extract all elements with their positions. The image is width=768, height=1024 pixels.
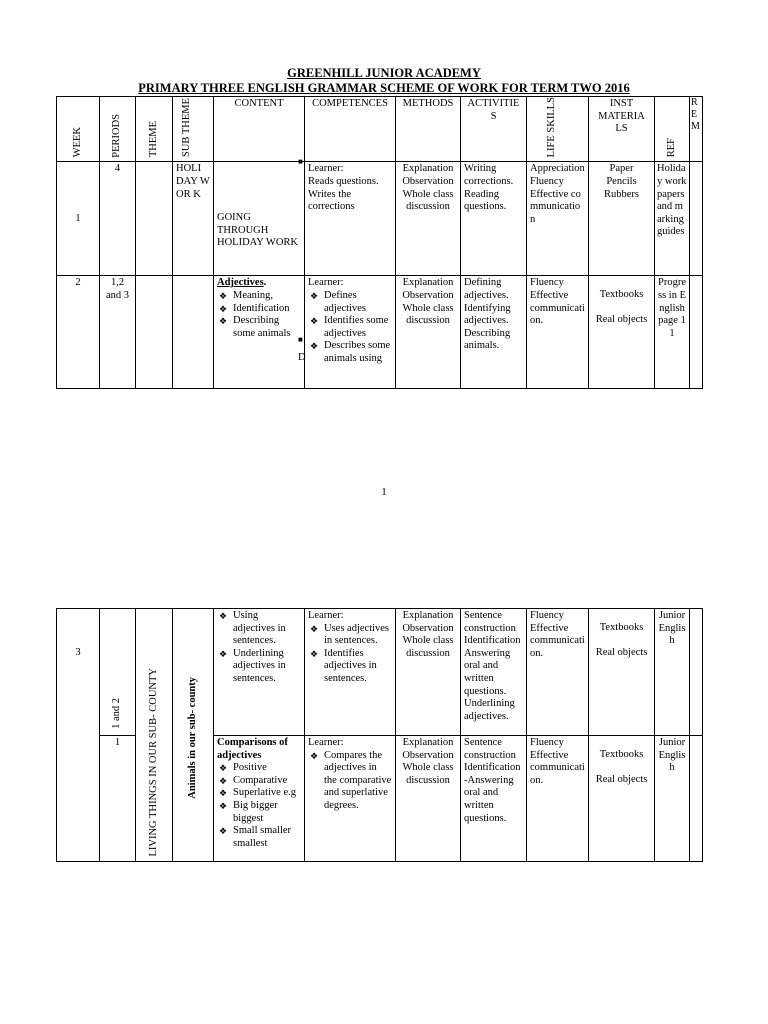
method-line: Whole class discussion	[402, 762, 454, 786]
list-item: ❖ Superlative e.g	[217, 787, 301, 800]
col-sub-theme	[173, 97, 214, 162]
competences-cell	[305, 609, 396, 736]
col-life-skills-label: LIFE SKILLS	[545, 97, 557, 158]
methods-cell	[396, 609, 461, 736]
content-cell	[214, 736, 305, 862]
col-competences: COMPETENCES	[305, 97, 396, 162]
life-skills-cell	[527, 162, 589, 276]
method-line: Observation	[402, 175, 454, 187]
bullet-mark-square: ■	[298, 157, 303, 166]
scheme-table-page-1	[56, 96, 703, 389]
col-ref-label: REF	[665, 138, 677, 158]
method-line: Whole class discussion	[402, 302, 454, 327]
activities-cell	[461, 276, 527, 389]
methods-cell	[396, 162, 461, 276]
content-list	[217, 610, 301, 686]
col-methods: METHODS	[396, 97, 461, 162]
list-item: ❖ Identification	[217, 303, 301, 316]
sub-theme-cell	[173, 276, 214, 389]
scheme-table-page-2	[56, 608, 703, 862]
col-inst-materials: INST MATERIA LS	[589, 97, 655, 162]
content-list	[217, 762, 301, 850]
materials-cell	[589, 276, 655, 389]
col-rem: R E M	[690, 97, 703, 162]
method-line: Whole class discussion	[402, 188, 454, 213]
life-skill-line: Effective communication.	[530, 289, 585, 327]
col-content: CONTENT	[214, 97, 305, 162]
scheme-year: 2016	[604, 81, 630, 95]
method-line: Explanation	[402, 277, 454, 289]
method-line: Observation	[402, 289, 454, 301]
activity-line: Underlining adjectives.	[464, 698, 515, 722]
content-title: Adjectives.	[217, 277, 267, 289]
activity-line: Answering oral and written questions.	[464, 647, 511, 697]
life-skill-line: Fluency	[530, 277, 564, 289]
col-theme-label: THEME	[147, 121, 159, 158]
table-row	[57, 609, 703, 736]
method-line: Explanation	[402, 163, 454, 175]
life-skill-line: Fluency	[530, 610, 564, 621]
competences-cell	[298, 276, 396, 389]
list-item: ❖ Using adjectives in sentences.	[217, 610, 301, 648]
rem-cell	[690, 276, 703, 389]
material-line: Textbooks	[599, 622, 644, 633]
theme-cell	[136, 162, 173, 276]
header-row	[57, 97, 703, 162]
activity-line: Identification	[464, 762, 521, 774]
methods-cell	[396, 736, 461, 862]
theme-cell	[136, 609, 173, 862]
activity-line: Sentence construction	[464, 610, 516, 634]
sub-theme-cell: HOLI DAY WOR K	[173, 162, 214, 276]
methods-cell	[396, 276, 461, 389]
col-week-label: WEEK	[71, 127, 83, 158]
scheme-title	[0, 81, 768, 96]
material-line: Real objects	[595, 773, 648, 785]
competence-lead: Learner:	[308, 737, 344, 748]
life-skill-line: Fluency	[530, 737, 564, 748]
life-skill-line: Effective communication.	[530, 749, 585, 786]
table-row	[57, 162, 703, 276]
materials-cell	[589, 736, 655, 862]
content-cell: GOING THROUGH HOLIDAY WORK	[214, 162, 305, 276]
list-item: ❖ Identifies some adjectives	[308, 315, 392, 340]
list-item: ❖ Small smaller smallest	[217, 825, 301, 850]
periods-span-label: 1 and 2	[111, 698, 123, 729]
list-item: ❖ Underlining adjectives in sentences.	[217, 648, 301, 686]
col-activities: ACTIVITIE S	[461, 97, 527, 162]
material-line: Real objects	[595, 646, 648, 658]
col-life-skills	[527, 97, 589, 162]
col-periods	[100, 97, 136, 162]
content-list	[217, 290, 301, 340]
materials-cell	[589, 609, 655, 736]
list-item: ❖ Describing some animals	[217, 315, 301, 340]
life-skills-cell	[527, 276, 589, 389]
content-cell	[214, 609, 305, 736]
periods-cell: 1,2 and 3	[100, 276, 136, 389]
life-skill-line: Effective communication.	[530, 622, 585, 659]
material-line: Textbooks	[599, 289, 644, 301]
material-line: Textbooks	[599, 749, 644, 760]
activity-line: Identifying adjectives.	[464, 302, 511, 327]
periods-cell: 1	[100, 736, 136, 862]
method-line: Explanation	[402, 610, 454, 621]
ref-cell: Junior English	[655, 736, 690, 862]
periods-cell: 4	[100, 162, 136, 276]
list-item: ❖ Describes some animals using	[308, 340, 392, 365]
list-item: ❖ Compares the adjectives in the comparative and superlative degrees.	[308, 750, 392, 813]
life-skills-cell	[527, 609, 589, 736]
col-theme	[136, 97, 173, 162]
content-title: Comparisons of adjectives	[217, 737, 288, 761]
rem-cell	[690, 162, 703, 276]
col-sub-theme-label: SUB THEME	[181, 98, 192, 158]
ref-cell: Holiday work papers and marking guides	[655, 162, 690, 276]
competence-line: Writes the corrections	[308, 188, 355, 213]
periods-cell	[100, 609, 136, 736]
col-ref	[655, 97, 690, 162]
competence-list	[308, 623, 392, 686]
material-line: Real objects	[595, 313, 648, 325]
competence-lead: Learner:	[308, 610, 344, 621]
activity-line: Defining adjectives.	[464, 277, 509, 301]
list-item: ❖ Big bigger biggest	[217, 800, 301, 825]
life-skill-line: Effective communication	[530, 188, 581, 225]
life-skills-cell	[527, 736, 589, 862]
life-skill-line: Fluency	[530, 175, 564, 187]
col-periods-label: PERIODS	[111, 113, 123, 158]
list-item: ❖ Identifies adjectives in sentences.	[308, 648, 392, 686]
list-item: ❖ Defines adjectives	[308, 290, 392, 315]
bullet-mark-square: ■	[298, 335, 303, 344]
list-item: ❖ Comparative	[217, 775, 301, 788]
week-cell: 3	[57, 609, 100, 862]
competence-line: Reads questions.	[308, 175, 379, 187]
theme-cell	[136, 276, 173, 389]
method-line: Observation	[402, 749, 454, 761]
activity-line: -Answering oral and written questions.	[464, 774, 514, 824]
sub-theme-label: Animals in our sub- county	[186, 677, 198, 799]
list-item: ❖ Uses adjectives in sentences.	[308, 623, 392, 648]
activity-line: Identification	[464, 635, 521, 647]
material-line: Pencils	[606, 175, 637, 187]
competence-lead: Learner:	[308, 277, 344, 289]
school-name: GREENHILL JUNIOR ACADEMY	[287, 66, 481, 80]
competence-list	[308, 750, 392, 813]
material-line: Rubbers	[604, 188, 639, 200]
page-number: 1	[381, 486, 387, 498]
rem-cell	[690, 609, 703, 736]
activity-line: Reading questions.	[464, 188, 507, 213]
content-cell	[214, 276, 305, 389]
week-cell: 1	[57, 162, 100, 276]
stray-mark: D	[298, 352, 306, 364]
scheme-title-text: PRIMARY THREE ENGLISH GRAMMAR SCHEME OF WORK FOR TERM TWO	[138, 81, 605, 95]
col-week	[57, 97, 100, 162]
competence-list	[308, 290, 392, 366]
theme-label: LIVING THINGS IN OUR SUB- COUNTY	[147, 668, 159, 857]
material-line: Paper	[609, 163, 634, 175]
competence-line: Learner:	[308, 163, 344, 175]
materials-cell	[589, 162, 655, 276]
ref-cell: Junior English	[655, 609, 690, 736]
method-line: Explanation	[402, 737, 454, 748]
content-title-text: Adjectives	[217, 277, 264, 289]
activities-cell	[461, 609, 527, 736]
method-line: Whole class discussion	[402, 635, 454, 659]
competences-cell	[305, 162, 396, 276]
sub-theme-cell	[173, 609, 214, 862]
activity-line: Describing animals.	[464, 327, 511, 352]
method-line: Observation	[402, 622, 454, 634]
rem-cell	[690, 736, 703, 862]
list-item: ❖ Meaning,	[217, 290, 301, 303]
activity-line: Sentence construction	[464, 737, 516, 761]
week-cell: 2	[57, 276, 100, 389]
list-item: ❖ Positive	[217, 762, 301, 775]
table-row	[57, 276, 703, 389]
life-skill-line: Appreciation	[530, 163, 585, 175]
activity-line: Writing corrections.	[464, 163, 514, 187]
activities-cell	[461, 736, 527, 862]
ref-cell: Progress in English page 11	[655, 276, 690, 389]
activities-cell	[461, 162, 527, 276]
competences-cell	[305, 736, 396, 862]
